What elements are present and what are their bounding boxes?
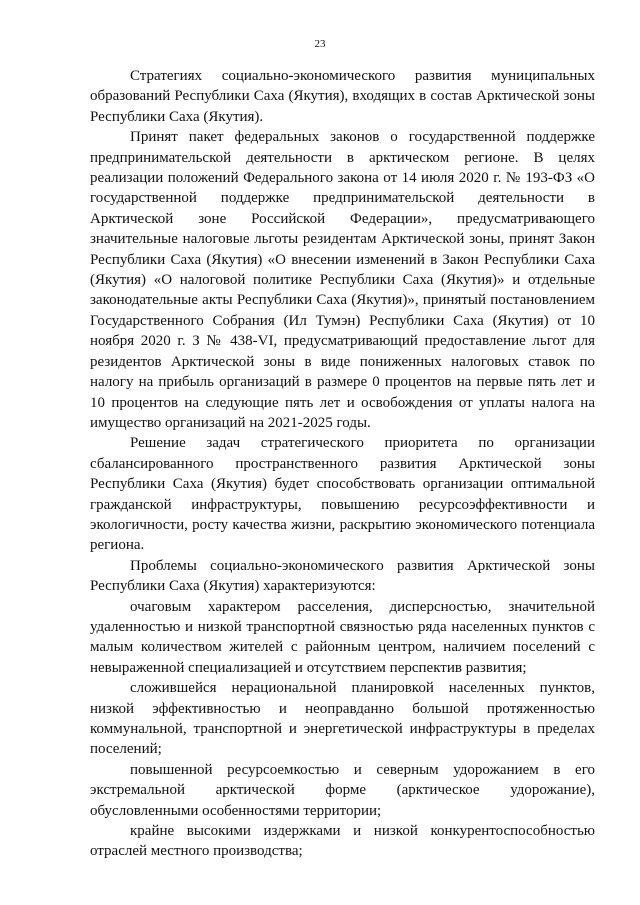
list-item-resource-intensity: повышенной ресурсоемкостью и северным удорожанием в его экстремальной арктической форме (арктическое удорожание), обусловленными особенностями территории;: [90, 761, 595, 819]
list-item-production-costs: крайне высокими издержками и низкой конкурентоспособностью отраслей местного производства;: [90, 823, 595, 860]
document-body: [90, 66, 595, 862]
paragraph-strategic-priority: Решение задач стратегического приоритета по организации сбалансированного пространственного развития Арктической зоны Республики Саха (Якутия) будет способствовать организации оптимальной гражданской инфраструктуры, повышению ресурсоэффективности и экологичности, росту качества жизни, раскрытию экономического потенциала региона.: [90, 435, 595, 554]
list-item-settlement: очаговым характером расселения, дисперсностью, значительной удаленностью и низкой транспортной связностью ряда населенных пунктов с малым количеством жителей с районным центром, наличием поселений с невыраженной специализацией и отсутствием перспектив развития;: [90, 598, 595, 676]
list-item-planning: сложившейся нерациональной планировкой населенных пунктов, низкой эффективностью и неоправданно большой протяженностью коммунальной, транспортной и энергетической инфраструктуры в пределах поселений;: [90, 680, 595, 758]
paragraph-federal-laws: Принят пакет федеральных законов о государственной поддержке предпринимательской деятельности в арктическом регионе. В целях реализации положений Федерального закона от 14 июля 2020 г. № 193-ФЗ «О государственной поддержке предпринимательской деятельности в Арктической зоне Российской Федерации», предусматривающего значительные налоговые льготы резидентам Арктической зоны, принят Закон Республики Саха (Якутия) «О внесении изменений в Закон Республики Саха (Якутия) «О налоговой политике Республики Саха (Якутия)» и отдельные законодательные акты Республики Саха (Якутия)», принятый постановлением Государственного Собрания (Ил Тумэн) Республики Саха (Якутия) от 10 ноября 2020 г. З № 438-VI, предусматривающий предоставление льгот для резидентов Арктической зоны в виде пониженных налоговых ставок по налогу на прибыль организаций в размере 0 процентов на первые пять лет и 10 процентов на следующие пять лет и освобождения от уплаты налога на имущество организаций на 2021-2025 годы.: [90, 129, 595, 431]
paragraph-problems-intro: Проблемы социально-экономического развития Арктической зоны Республики Саха (Якутия) характеризуются:: [90, 557, 595, 595]
page-number: 23: [314, 38, 326, 50]
paragraph-strategies: Стратегиях социально-экономического развития муниципальных образований Республики Саха (Якутия), входящих в состав Арктической зоны Республики Саха (Якутия).: [90, 68, 595, 125]
